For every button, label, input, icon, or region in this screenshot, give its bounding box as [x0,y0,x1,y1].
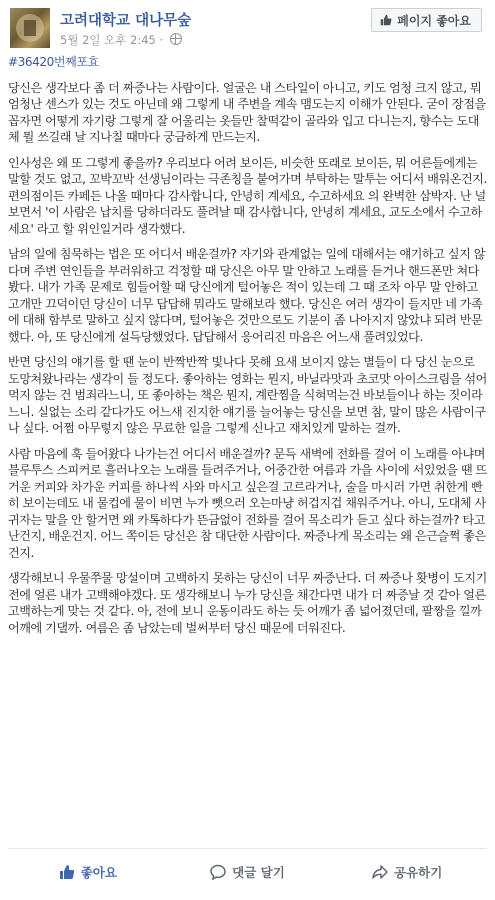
post-paragraph: 반면 당신의 얘기를 할 땐 눈이 반짝반짝 빛나다 못해 요새 보이지 않는 별들이 다 당신 눈으로 도망쳐왔나라는 생각이 들 정도다. 좋아하는 영화는 뭔지, 바닐라맛과 초코맛 아이스크림을 섞어 먹지 않는 건 범죄라느니, 또 좋아하는 책은 뭔지, 계란찜을 식혀먹는건 바보들이나 하는 짓이라느니. 실없는 소리 같다가도 어느새 진지한 얘기를 늘어놓는 당신을 보면 참, 말이 많은 사람이구나 싶다. 어쩜 아무렇지 않은 무료한 일을 그렇게 신나고 재치있게 말하는 걸까. [8,355,487,435]
post-paragraph: 당신은 생각보다 좀 더 짜증나는 사람이다. 얼굴은 내 스타일이 아니고, 키도 엄청 크지 않고, 뭐 엄청난 센스가 있는 것도 아닌데 왜 그렇게 내 주변을 계속 맴도는지 이해가 안된다. 굳이 장점을 꼽자면 어떻게 자기랑 그렇게 잘 어울리는 옷들만 찰떡같이 골라와 입고 다니는지, 향수는 도대체 뭘 쓰길래 날 지나칠 때마다 궁금하게 만드는지. [8,80,486,144]
post-actions [8,850,487,894]
like-page-button[interactable] [371,8,482,32]
comment-label: 댓글 달기 [232,865,285,880]
thumbs-up-icon [59,864,75,880]
page-avatar[interactable] [10,8,50,48]
hashtag-link[interactable]: #36420번째포효 [8,55,99,69]
post-paragraph: 사람 마음에 훅 들어왔다 나가는건 어디서 배운걸까? 문득 새벽에 전화를 걸어 이 노래를 아냐며 블루투스 스피커로 흘러나오는 노래를 들려주거나, 어중간한 여름과 가을 사이에 서있었을 땐 뜨거운 커피와 차가운 커피를 하나씩 사와 마시고 싶은걸 고르라거나, 술을 마시러 가면 취한게 빤히 보이는데도 내 물컵에 물이 비면 누가 뺏으러 오는마냥 허겁지겁 채워주거나. 아니, 도대체 사귀자는 말을 안 할거면 왜 카톡하다가 뜬금없이 전화를 걸어 목소리가 듣고 싶다 하는걸까? 타고난건지, 배운건지. 어느 쪽이든 당신은 참 대단한 사람이다. 짜증나게 목소리는 왜 은근슬쩍 좋은건지. [8,446,487,560]
like-button[interactable] [8,850,168,894]
like-page-label: 페이지 좋아요 [397,13,471,28]
thumbs-up-icon [380,14,392,26]
post-timestamp[interactable]: 5월 2일 오후 2:45 · [60,33,167,47]
post-paragraph: 남의 일에 침묵하는 법은 또 어디서 배운걸까? 자기와 관계없는 일에 대해서는 얘기하고 싶지 않다며 주변 연인들을 부러워하고 걱정할 때 당신은 아무 말 안하고 노래를 듣거나 핸드폰만 쳐다봤다. 내가 가족 문제로 힘들어할 때 당신에게 털어놓은 적이 있는데 그 때 조차 아무 말 안하고 고개만 끄덕이던 당신이 너무 답답해 뭐라도 말해보라 했다. 당신은 여러 생각이 들지만 네 가족에 대해 함부로 말하고 싶지 않다며, 털어놓은 것만으로도 기분이 좀 나아지지 않았냐 되려 반문했다. 아, 또 당신에게 설득당했었다. 답답해서 응어리진 마음은 어느새 풀려있었다. [8,247,485,344]
share-label: 공유하기 [394,865,443,880]
share-icon [372,864,388,880]
action-divider [8,848,487,849]
share-button[interactable] [327,850,487,894]
like-label: 좋아요 [80,865,117,880]
comment-icon [210,864,226,880]
post-paragraph: 생각해보니 우물쭈물 망설이며 고백하지 못하는 당신이 너무 짜증난다. 더 짜증나 홧병이 도지기 전에 얼른 내가 고백해야겠다. 또 생각해보니 누가 당신을 채간다면 내가 더 짜증날 것 같아 얼른 고백하는게 맞는 것 같다. 아, 전에 보니 운동이라도 하는 듯 어깨가 좀 넓어졌던데, 팔짱을 낄까 어깨에 기댈까. 여름은 좀 남았는데 벌써부터 당신 때문에 더워진다. [8,571,487,635]
post-header [8,8,488,48]
page-name[interactable]: 고려대학교 대나무숲 [60,13,192,29]
post-body [8,54,489,645]
post-paragraph: 인사성은 왜 또 그렇게 좋을까? 우리보다 어려 보이든, 비슷한 또래로 보이든, 뭐 어른들에게는 말할 것도 없고, 꼬박꼬박 선생님이라는 극존칭을 붙여가며 부탁하는 말투는 어디서 배워온건지. 편의점이든 카페든 나올 때마다 감사합니다, 안녕히 계세요, 수고하세요 의 완벽한 삼박자. 난 널 보면서 '이 사람은 납치를 당하더라도 풀려날 때 감사합니다, 안녕히 계세요, 교도소에서 수고하세요' 라고 할 위인일거라 생각했다. [8,155,487,236]
comment-button[interactable] [168,850,328,894]
globe-icon [170,33,182,45]
post-meta [60,32,182,48]
